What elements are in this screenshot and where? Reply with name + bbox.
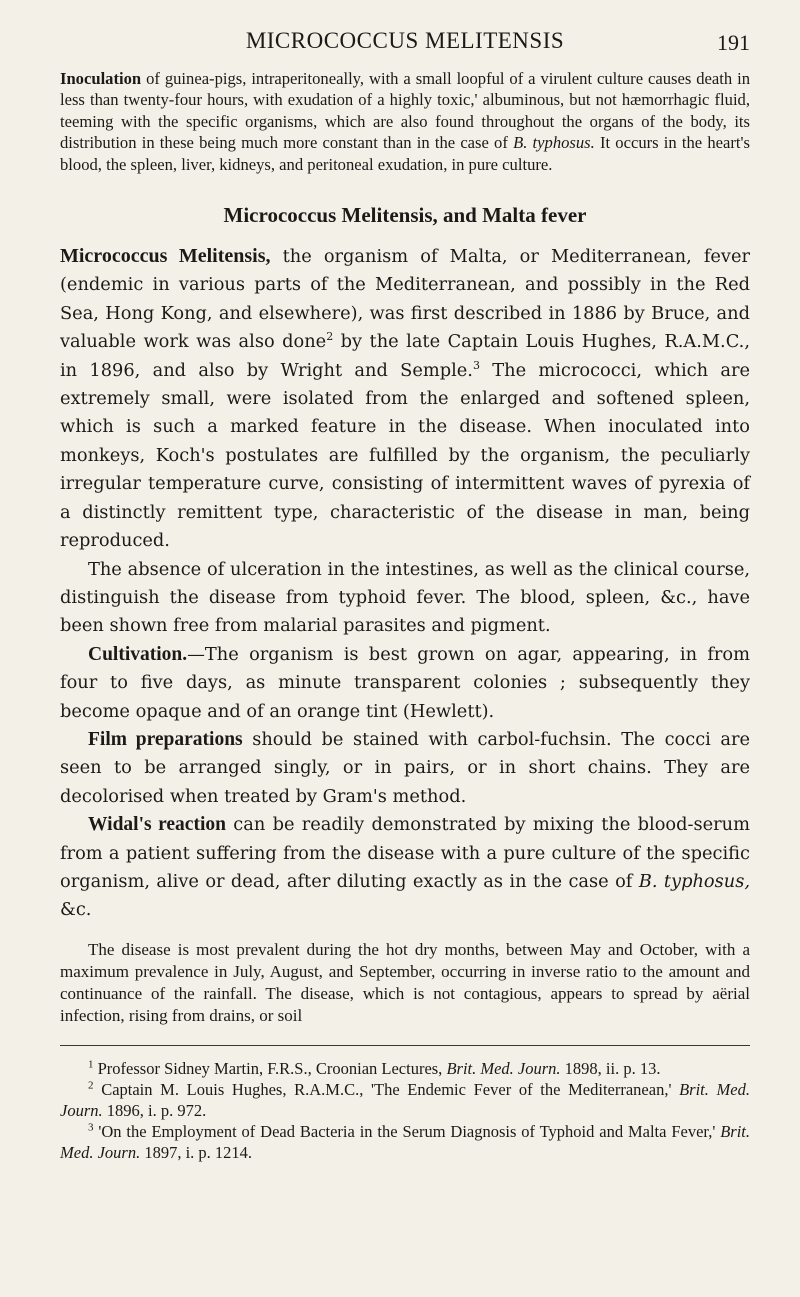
intro-lead: Inoculation: [60, 69, 142, 88]
section-heading: Micrococcus Melitensis, and Malta fever: [223, 203, 587, 228]
para5-text: can be readily demonstrated by mixing the blood-serum from a patient suffering from the disease with a pure culture of the specific organism, alive or dead, after diluting exactly as in the case of: [60, 814, 750, 892]
footnote-3: [60, 1121, 750, 1163]
footnote-2-italic: Brit. Med. Journ.: [60, 1079, 751, 1120]
footnote-1-italic: Brit. Med. Journ.: [446, 1058, 561, 1078]
para1-text-b: by the late Captain Louis Hughes, R.A.M.C., in 1896, and also by Wright and Semple.: [60, 331, 750, 381]
footnote-ref-3: 3: [472, 358, 480, 372]
footnote-3-text-a: 'On the Employment of Dead Bacteria in the Serum Diagnosis of Typhoid and Malta Fever,': [98, 1121, 721, 1141]
footnote-1-text-a: Professor Sidney Martin, F.R.S., Croonian Lectures,: [97, 1058, 447, 1078]
intro-paragraph: [60, 68, 750, 175]
running-title: MICROCOCCUS MELITENSIS: [245, 28, 565, 53]
footnote-2-text-b: 1896, i. p. 972.: [102, 1100, 207, 1120]
footnote-rule: [60, 1045, 750, 1046]
paragraph-prevalence: The disease is most prevalent during the hot dry months, between May and October, with a maximum prevalence in July, August, and September, occurring in inverse ratio to the amount and continuance of the rainfall. The disease, which is not contagious, appears to spread by aërial infection, rising from drains, or soil: [60, 939, 750, 1025]
footnote-2-text-a: Captain M. Louis Hughes, R.A.M.C., 'The Endemic Fever of the Mediterranean,': [101, 1079, 680, 1099]
footnote-1-text-b: 1898, ii. p. 13.: [560, 1058, 661, 1078]
book-page: [60, 28, 750, 1163]
footnote-2-mark: 2: [88, 1079, 94, 1092]
footnote-1-mark: 1: [88, 1058, 94, 1071]
para4-lead: Film preparations: [88, 728, 243, 750]
paragraph-ulceration: The absence of ulceration in the intestines, as well as the clinical course, distinguish the disease from typhoid fever. The blood, spleen, &c., have been shown free from malarial parasites and pigment.: [60, 558, 750, 637]
footnote-3-text-b: 1897, i. p. 1214.: [140, 1142, 253, 1162]
para4-text: should be stained with carbol-fuchsin. The cocci are seen to be arranged singly, or in pairs, or in short chains. They are decolorised when treated by Gram's method.: [60, 728, 750, 807]
intro-italic: B. typhosus.: [513, 133, 595, 153]
intro-text-b: It occurs in the heart's blood, the spleen, liver, kidneys, and peritoneal exudation, in pure culture.: [60, 133, 750, 174]
footnote-ref-2: 2: [326, 330, 334, 344]
page-number: 191: [717, 30, 750, 55]
para3-lead: Cultivation.: [88, 643, 188, 665]
paragraph-widal-reaction: [60, 811, 750, 925]
paragraph-micrococcus: [60, 242, 750, 555]
footnote-2: [60, 1079, 750, 1121]
running-head: [60, 28, 750, 68]
para3-text: —The organism is best grown on agar, appearing, in from four to five days, as minute transparent colonies ; subsequently they become opaque and of an orange tint (Hewlett).: [60, 643, 750, 722]
paragraph-cultivation: [60, 641, 750, 726]
footnote-1: [60, 1058, 750, 1079]
para1-text-c: The micrococci, which are extremely small, were isolated from the enlarged and softened spleen, which is such a marked feature in the disease. When inoculated into monkeys, Koch's postulates are fulfilled by the organism, the peculiarly irregular temperature curve, consisting of intermittent waves of pyrexia of a distinctly remittent type, characteristic of the disease in man, being reproduced.: [60, 359, 750, 552]
para5-italic: B. typhosus,: [638, 870, 750, 892]
para1-text-a: the organism of Malta, or Mediterranean, fever (endemic in various parts of the Mediterranean, and possibly in the Red Sea, Hong Kong, and elsewhere), was first described in 1886 by Bruce, and valuable work was also done: [60, 246, 751, 353]
para5-tail: &c.: [60, 899, 92, 921]
para1-lead: Micrococcus Melitensis,: [60, 245, 271, 268]
footnote-3-mark: 3: [88, 1121, 94, 1134]
paragraph-film-preparations: [60, 726, 750, 811]
para5-lead: Widal's reaction: [88, 814, 226, 836]
intro-text-a: of guinea-pigs, intraperitoneally, with a small loopful of a virulent culture causes death in less than twenty-four hours, with exudation of a highly toxic,' albuminous, but not hæmorrhagic fluid, teeming with the specific organisms, which are also found throughout the organs of the body, its distribution in these being much more constant than in the case of: [60, 69, 750, 153]
footnote-3-italic: Brit. Med. Journ.: [60, 1121, 751, 1162]
